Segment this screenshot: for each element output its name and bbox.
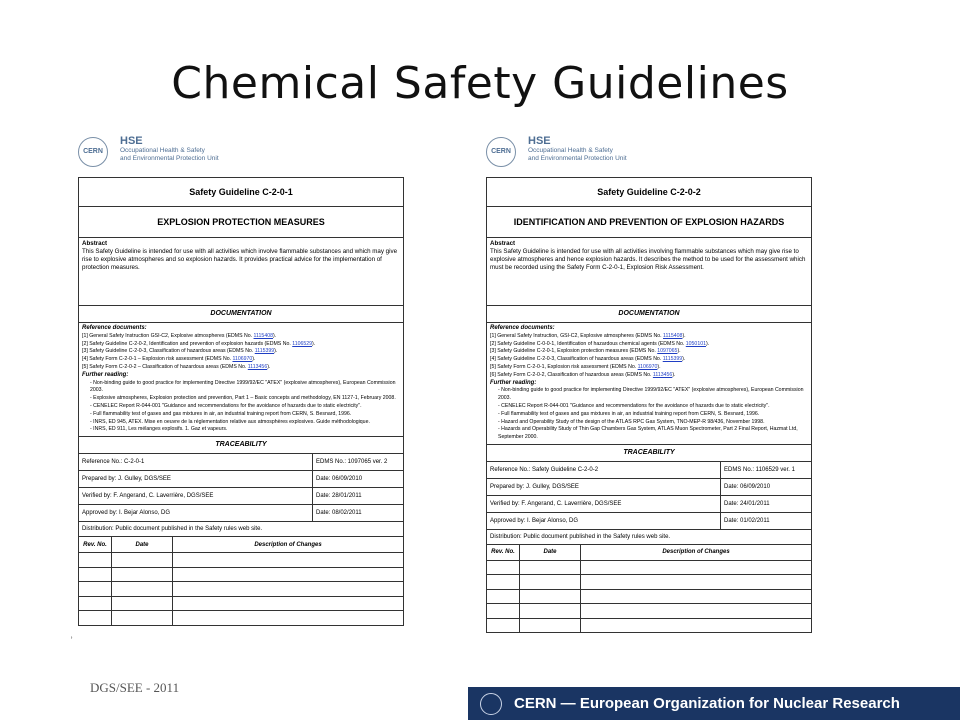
rev-cell <box>487 575 520 590</box>
edms-link[interactable]: 1106970 <box>232 356 253 363</box>
guideline-number: Safety Guideline C-2-0-1 <box>79 178 403 207</box>
reference-end: ). <box>312 340 316 347</box>
edms-link[interactable]: 1050101 <box>685 340 706 347</box>
edms-link[interactable]: 1106970 <box>637 363 658 370</box>
revision-row <box>487 560 811 575</box>
reference-end: ). <box>682 356 686 363</box>
revision-table <box>79 537 403 625</box>
guideline-number: Safety Guideline C-2-0-2 <box>487 178 811 207</box>
guideline-title: EXPLOSION PROTECTION MEASURES <box>79 207 403 238</box>
unit-subtitle-2: and Environmental Protection Unit <box>528 155 627 162</box>
reference-item <box>490 348 808 356</box>
traceability-right: Date: 08/02/2011 <box>316 510 362 517</box>
rev-cell <box>173 596 404 611</box>
document-frame <box>486 177 812 633</box>
rev-cell <box>112 582 173 597</box>
reference-text: [1] General Safety Instruction, GSI-C2, Explosive atmospheres (EDMS No. <box>490 332 663 339</box>
traceability-row <box>487 479 811 496</box>
traceability-right: EDMS No.: 1106529 ver. 1 <box>724 466 795 473</box>
revision-row <box>79 567 403 582</box>
reference-item <box>82 364 400 372</box>
rev-cell <box>487 618 520 632</box>
reference-text: [5] Safety Form C-2-0-1, Explosion risk assessment (EDMS No. <box>490 363 638 370</box>
rev-cell <box>112 567 173 582</box>
further-reading-list <box>82 380 400 435</box>
safety-guideline-document-2 <box>486 133 812 633</box>
traceability-row <box>79 471 403 488</box>
reference-text: [3] Safety Guideline C-2-0-1, Explosion protection measures (EDMS No. <box>490 348 658 355</box>
further-reading-list <box>490 387 808 442</box>
revision-row <box>79 596 403 611</box>
unit-title: HSE <box>120 135 143 147</box>
rev-cell <box>79 553 112 568</box>
reference-documents-label: Reference documents: <box>82 325 147 331</box>
reference-item <box>490 341 808 349</box>
rev-cell <box>79 567 112 582</box>
traceability-left: Reference No.: Safety Guideline C-2-0-2 <box>487 462 721 478</box>
rev-cell <box>520 575 581 590</box>
footer-bar <box>468 687 960 720</box>
rev-cell <box>581 560 812 575</box>
reference-end: ). <box>705 340 710 347</box>
reference-text: [5] Safety Form C-2-0-2 – Classification of hazardous areas (EDMS No. <box>82 363 248 370</box>
traceability-right: Date: 06/09/2010 <box>724 483 771 490</box>
hse-unit-block <box>120 135 219 163</box>
further-reading-item: - INRS, ED 911, Les mélanges explosifs. 1. Gaz et vapeurs. <box>90 426 400 434</box>
rev-cell <box>79 611 112 625</box>
reference-end: ). <box>252 356 256 363</box>
unit-subtitle-1: Occupational Health & Safety <box>120 147 205 154</box>
reference-text: [2] Safety Guideline C-0-0-1, Identification of hazardous chemical agents (EDMS No. <box>490 340 686 347</box>
edms-link[interactable]: 1113456 <box>652 371 673 378</box>
revision-row <box>487 604 811 619</box>
revision-row <box>79 553 403 568</box>
rev-date-header: Date <box>112 537 173 553</box>
traceability-right: Date: 28/01/2011 <box>316 493 362 500</box>
reference-end: ). <box>274 348 278 355</box>
edms-link[interactable]: 1115408 <box>253 332 273 339</box>
reference-end: ). <box>682 332 686 339</box>
traceability-heading: TRACEABILITY <box>487 445 811 462</box>
traceability-left: Prepared by: J. Gulley, DGS/SEE <box>487 479 721 495</box>
revision-row <box>79 611 403 625</box>
edms-link[interactable]: 1106529 <box>292 340 313 347</box>
reference-text: [2] Safety Guideline C-2-0-2, Identification and prevention of explosion hazards (EDMS No. <box>82 340 293 347</box>
distribution-line: Distribution: Public document published in the Safety rules web site. <box>487 530 811 545</box>
revision-row <box>487 618 811 632</box>
reference-end: ). <box>657 363 661 370</box>
traceability-row <box>79 488 403 505</box>
safety-guideline-document-1 <box>78 133 404 626</box>
further-reading-item: - CENELEC Report R-044-001 "Guidance and recommendations for the avoidance of hazards due to static electricity". <box>90 403 400 411</box>
further-reading-item: - Non-binding guide to good practice for implementing Directive 1999/92/EC "ATEX" (explosive atmospheres), European Commission 2003. <box>90 380 400 396</box>
rev-cell <box>520 560 581 575</box>
traceability-heading: TRACEABILITY <box>79 437 403 454</box>
reference-item <box>82 333 400 341</box>
further-reading-label: Further reading: <box>82 371 129 378</box>
revision-row <box>487 575 811 590</box>
traceability-row <box>79 454 403 471</box>
abstract-text: This Safety Guideline is intended for use with all activities involving flammable substances which may give rise to explosive atmospheres and hence explosion hazards. It describes the method to be used for the assessment which must be recorded using the Safety Form C-2-0-1, Explosion Risk Assessment. <box>490 248 806 271</box>
doc-header <box>486 133 812 177</box>
revision-row <box>79 582 403 597</box>
rev-cell <box>173 611 404 625</box>
edms-link[interactable]: 1115399 <box>662 356 683 363</box>
reference-item <box>490 333 808 341</box>
traceability-left: Reference No.: C-2-0-1 <box>79 454 313 470</box>
traceability-table <box>487 462 811 530</box>
traceability-left: Approved by: I. Bejar Alonso, DG <box>487 513 721 529</box>
unit-subtitle-1: Occupational Health & Safety <box>528 147 613 154</box>
further-reading-item: - Non-binding guide to good practice for implementing Directive 1999/92/EC "ATEX" (explosive atmospheres), European Commission 2003. <box>498 387 808 403</box>
reference-section <box>79 323 403 437</box>
reference-text: [6] Safety Form C-2-0-2, Classification of hazardous areas (EDMS No. <box>490 371 653 378</box>
traceability-right: EDMS No.: 1097065 ver. 2 <box>316 459 388 466</box>
edms-link[interactable]: 1097065 <box>657 348 678 355</box>
rev-cell <box>79 582 112 597</box>
documentation-heading: DOCUMENTATION <box>487 306 811 323</box>
reference-item <box>490 356 808 364</box>
traceability-row <box>487 513 811 529</box>
rev-cell <box>112 553 173 568</box>
stray-mark: ʾ <box>70 636 74 647</box>
doc-header <box>78 133 404 177</box>
traceability-left: Verified by: F. Angerand, C. Laverrière, DGS/SEE <box>487 496 721 512</box>
rev-cell <box>581 618 812 632</box>
reference-end: ). <box>672 371 676 378</box>
reference-end: ). <box>267 363 271 370</box>
traceability-row <box>487 496 811 513</box>
reference-item <box>490 364 808 372</box>
reference-item <box>82 356 400 364</box>
footer-bar-text: CERN — European Organization for Nuclear Research <box>514 695 900 712</box>
rev-description-header: Description of Changes <box>581 545 812 561</box>
rev-cell <box>173 567 404 582</box>
traceability-left: Prepared by: J. Gulley, DGS/SEE <box>79 471 313 487</box>
revision-table <box>487 545 811 633</box>
further-reading-item: - Full flammability test of gases and gas mixtures in air, an industrial training report from CERN, S. Besnard, 1996. <box>498 411 808 419</box>
hse-unit-block <box>528 135 627 163</box>
rev-cell <box>487 560 520 575</box>
guideline-title: IDENTIFICATION AND PREVENTION OF EXPLOSION HAZARDS <box>487 207 811 238</box>
further-reading-item: - Hazard and Operability Study of the design of the ATLAS RPC Gas System, TNO-MEP-R 98/436, November 1998. <box>498 419 808 427</box>
rev-cell <box>112 596 173 611</box>
reference-documents-label: Reference documents: <box>490 325 555 331</box>
rev-cell <box>520 604 581 619</box>
rev-description-header: Description of Changes <box>173 537 404 553</box>
traceability-left: Verified by: F. Angerand, C. Laverrière, DGS/SEE <box>79 488 313 504</box>
rev-cell <box>581 575 812 590</box>
reference-end: ). <box>272 332 277 339</box>
further-reading-item: - Hazards and Operability Study of Thin Gap Chambers Gas System, ATLAS Muon Spectrometer, Part 2 Final Report, Hazmat Ltd, September 2000. <box>498 426 808 442</box>
reference-text: [4] Safety Guideline C-2-0-3, Classification of hazardous areas (EDMS No. <box>490 356 663 363</box>
documentation-heading: DOCUMENTATION <box>79 306 403 323</box>
slide-title: Chemical Safety Guidelines <box>171 58 789 109</box>
cern-logo-icon <box>480 693 502 715</box>
abstract-label: Abstract <box>82 240 108 247</box>
further-reading-item: - CENELEC Report R-044-001 "Guidance and recommendations for the avoidance of hazards due to static electricity". <box>498 403 808 411</box>
traceability-right: Date: 01/02/2011 <box>724 517 770 524</box>
rev-cell <box>487 604 520 619</box>
further-reading-label: Further reading: <box>490 379 537 386</box>
abstract-section <box>487 238 811 306</box>
document-frame <box>78 177 404 626</box>
reference-end: ). <box>677 348 681 355</box>
cern-logo-icon: CERN <box>486 137 516 167</box>
traceability-row <box>79 505 403 521</box>
rev-date-header: Date <box>520 545 581 561</box>
rev-cell <box>520 589 581 604</box>
rev-cell <box>520 618 581 632</box>
reference-text: [1] General Safety Instruction GSI-C2, Explosive atmospheres (EDMS No. <box>82 332 254 339</box>
reference-item <box>82 341 400 349</box>
abstract-section <box>79 238 403 306</box>
traceability-right: Date: 06/09/2010 <box>316 476 363 483</box>
further-reading-item: - INRS, ED 945, ATEX. Mise en oeuvre de la réglementation relative aux atmosphères explosives. Guide méthodologique. <box>90 419 400 427</box>
rev-cell <box>79 596 112 611</box>
rev-no-header: Rev. No. <box>79 537 112 553</box>
traceability-left: Approved by: I. Bejar Alonso, DG <box>79 505 313 521</box>
rev-cell <box>112 611 173 625</box>
traceability-row <box>487 462 811 479</box>
edms-link[interactable]: 1115399 <box>254 348 275 355</box>
footer-left-text: DGS/SEE - 2011 <box>90 680 180 695</box>
rev-no-header: Rev. No. <box>487 545 520 561</box>
reference-item <box>82 348 400 356</box>
rev-cell <box>173 582 404 597</box>
rev-cell <box>581 604 812 619</box>
further-reading-item: - Full flammability test of gases and gas mixtures in air, an industrial training report from CERN, S. Besnard, 1996. <box>90 411 400 419</box>
unit-subtitle-2: and Environmental Protection Unit <box>120 155 219 162</box>
edms-link[interactable]: 1115408 <box>663 332 683 339</box>
reference-text: [3] Safety Guideline C-2-0-3, Classification of hazardous areas (EDMS No. <box>82 348 255 355</box>
unit-title: HSE <box>528 135 551 147</box>
revision-row <box>487 589 811 604</box>
traceability-right: Date: 24/01/2011 <box>724 500 770 507</box>
edms-link[interactable]: 1113456 <box>247 363 268 370</box>
abstract-text: This Safety Guideline is intended for use with all activities which involve flammable substances and which may give rise to explosive atmospheres and so explosion hazards. It provides practical advice for the implementation of protection measures. <box>82 248 398 271</box>
reference-item <box>490 372 808 380</box>
further-reading-item: - Explosive atmospheres, Explosion protection and prevention, Part 1 – Basic concepts and methodology, EN 1127-1, February 2008. <box>90 395 400 403</box>
cern-logo-icon: CERN <box>78 137 108 167</box>
traceability-table <box>79 454 403 522</box>
rev-cell <box>581 589 812 604</box>
rev-cell <box>487 589 520 604</box>
reference-text: [4] Safety Form C-2-0-1 – Explosion risk assessment (EDMS No. <box>82 356 233 363</box>
abstract-label: Abstract <box>490 240 516 247</box>
rev-cell <box>173 553 404 568</box>
distribution-line: Distribution: Public document published in the Safety rules web site. <box>79 522 403 537</box>
reference-section <box>487 323 811 445</box>
